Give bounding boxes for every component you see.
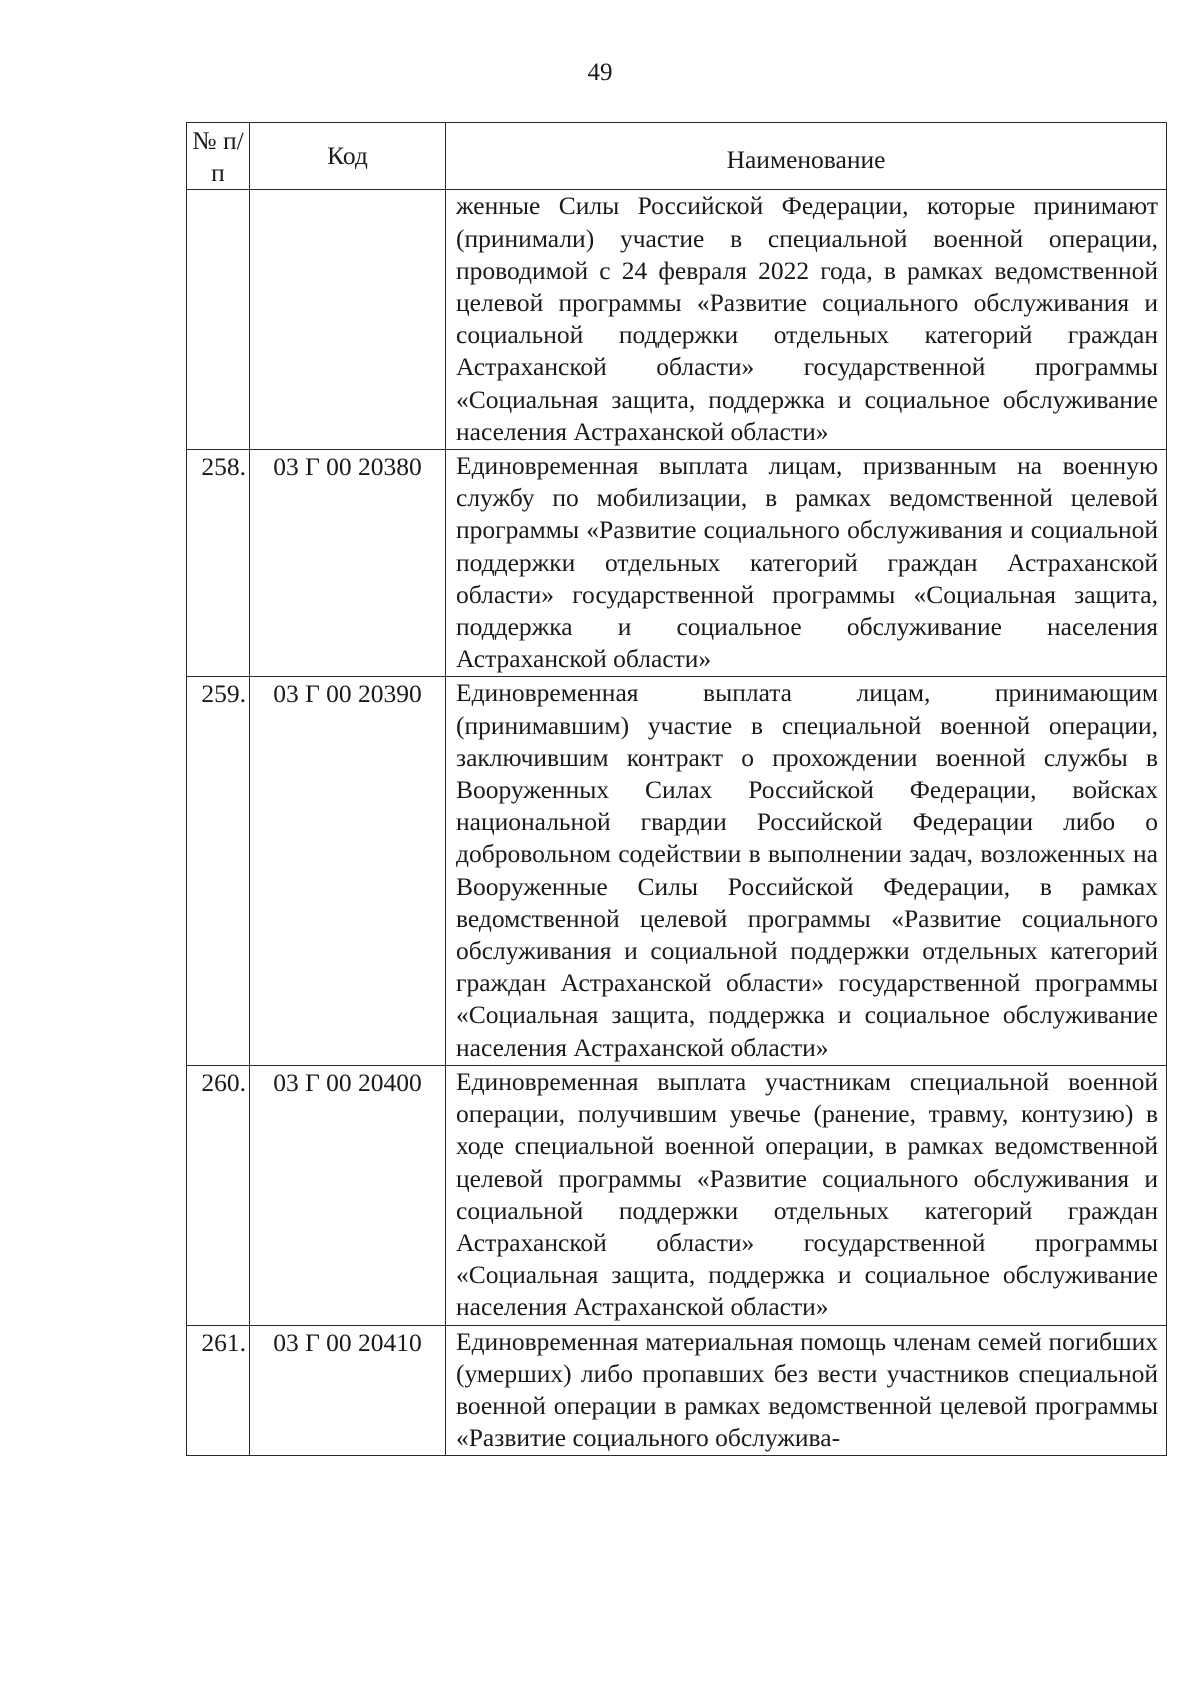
- row-code: 03 Г 00 20400: [250, 1065, 446, 1325]
- row-number: 259.: [187, 677, 250, 1065]
- table-row: [187, 1325, 1167, 1456]
- row-number: 258.: [187, 450, 250, 677]
- row-number: 260.: [187, 1065, 250, 1325]
- table-row: [187, 190, 1167, 450]
- budget-code-table: [186, 122, 1167, 1456]
- row-name: Единовременная материальная помощь членам семей погибших (умерших) либо пропавших без вести участников специальной военной операции в рамках ведомственной целевой программы «Развитие социального обслужива-: [446, 1325, 1167, 1456]
- row-code: 03 Г 00 20380: [250, 450, 446, 677]
- row-code: 03 Г 00 20410: [250, 1325, 446, 1456]
- row-name: женные Силы Российской Федерации, которые принимают (принимали) участие в специальной военной операции, проводимой с 24 февраля 2022 года, в рамках ведомственной целевой программы «Развитие социального обслуживания и социальной поддержки отдельных категорий граждан Астраханской области» государственной программы «Социальная защита, поддержка и социальное обслуживание населения Астраханской области»: [446, 190, 1167, 450]
- header-code: Код: [250, 123, 446, 190]
- row-number: [187, 190, 250, 450]
- row-code: [250, 190, 446, 450]
- header-name: Наименование: [446, 123, 1167, 190]
- header-number: № п/п: [187, 123, 250, 190]
- row-code: 03 Г 00 20390: [250, 677, 446, 1065]
- table-row: [187, 1065, 1167, 1325]
- table-row: [187, 677, 1167, 1065]
- row-name: Единовременная выплата лицам, принимающим (принимавшим) участие в специальной военной операции, заключившим контракт о прохождении военной службы в Вооруженных Силах Российской Федерации, войсках национальной гвардии Российской Федерации либо о добровольном содействии в выполнении задач, возложенных на Вооруженные Силы Российской Федерации, в рамках ведомственной целевой программы «Развитие социального обслуживания и социальной поддержки отдельных категорий граждан Астраханской области» государственной программы «Социальная защита, поддержка и социальное обслуживание населения Астраханской области»: [446, 677, 1167, 1065]
- table-header-row: [187, 123, 1167, 190]
- row-name: Единовременная выплата лицам, призванным на военную службу по мобилизации, в рамках ведомственной целевой программы «Развитие социального обслуживания и социальной поддержки отдельных категорий граждан Астраханской области» государственной программы «Социальная защита, поддержка и социальное обслуживание населения Астраханской области»: [446, 450, 1167, 677]
- row-number: 261.: [187, 1325, 250, 1456]
- row-name: Единовременная выплата участникам специальной военной операции, получившим увечье (ранение, травму, контузию) в ходе специальной военной операции, в рамках ведомственной целевой программы «Развитие социального обслуживания и социальной поддержки отдельных категорий граждан Астраханской области» государственной программы «Социальная защита, поддержка и социальное обслуживание населения Астраханской области»: [446, 1065, 1167, 1325]
- page-number: 49: [587, 59, 613, 86]
- table-row: [187, 450, 1167, 677]
